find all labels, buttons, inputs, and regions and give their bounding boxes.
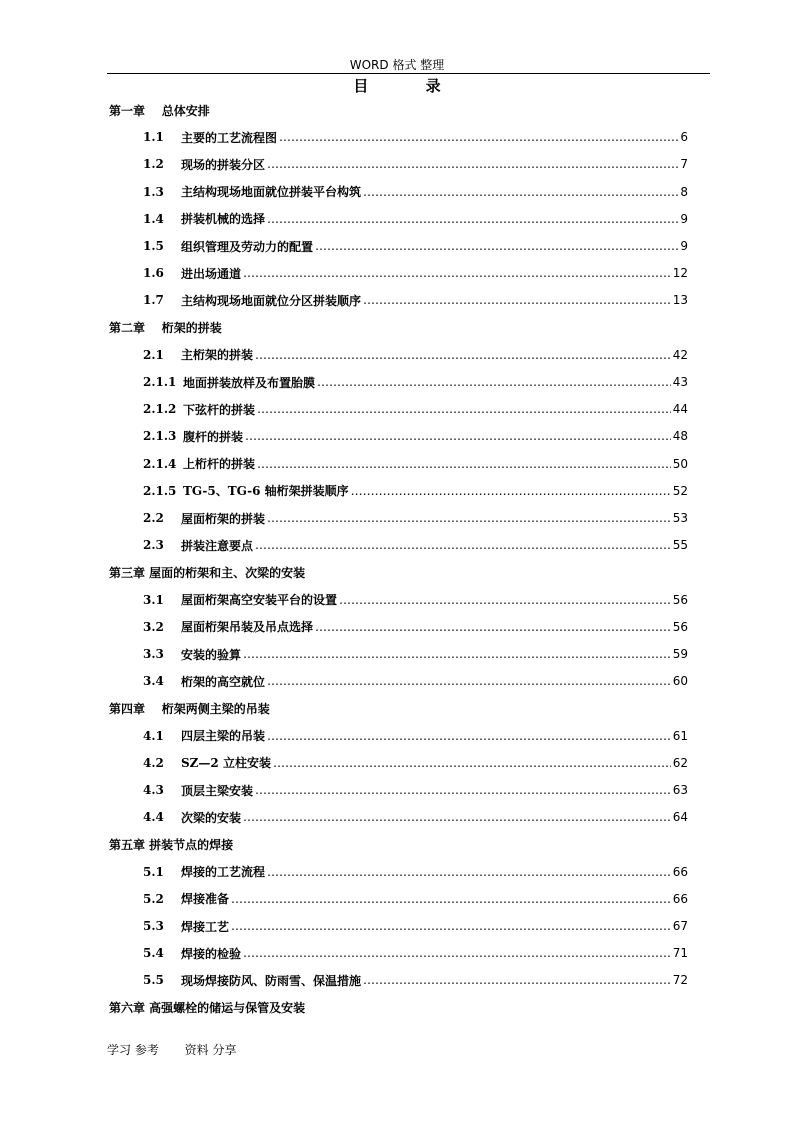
toc-leader-dots xyxy=(243,810,671,824)
toc-entry-page: 60 xyxy=(672,674,688,689)
toc-entry[interactable] xyxy=(143,780,688,800)
toc-entry-label: 主结构现场地面就位拼装平台构筑 xyxy=(181,185,362,200)
toc-entry-page: 56 xyxy=(672,592,688,607)
toc-entry-page: 52 xyxy=(672,483,688,498)
toc-leader-dots xyxy=(267,674,671,688)
toc-chapter[interactable] xyxy=(109,100,210,120)
toc-entry-page: 59 xyxy=(672,647,688,661)
toc-entry-number: 1.5 xyxy=(143,239,164,253)
toc-entry-label: 上桁杆的拼装 xyxy=(183,457,256,472)
toc-chapter-label: 第六章 高强螺栓的储运与保管及安装 xyxy=(109,1001,306,1016)
toc-leader-dots xyxy=(267,511,671,525)
toc-entry[interactable] xyxy=(143,263,688,283)
toc-leader-dots xyxy=(245,429,671,443)
toc-entry-number: 5.5 xyxy=(143,973,164,988)
toc-entry-page: 62 xyxy=(672,755,688,770)
toc-entry-page: 72 xyxy=(672,973,688,988)
toc-chapter-label: 第二章 桁架的拼装 xyxy=(109,321,222,336)
toc-leader-dots xyxy=(267,865,671,879)
toc-entry[interactable] xyxy=(143,726,688,746)
toc-entry[interactable] xyxy=(143,916,688,936)
toc-entry[interactable] xyxy=(143,644,688,664)
toc-entry-number: 1.7 xyxy=(143,293,164,308)
toc-entry-label: 焊接的工艺流程 xyxy=(181,865,266,880)
toc-leader-dots xyxy=(255,348,671,362)
toc-leader-dots xyxy=(363,973,671,987)
toc-entry-page: 63 xyxy=(672,783,688,797)
toc-entry[interactable] xyxy=(143,182,688,202)
toc-entry-page: 8 xyxy=(680,184,688,199)
toc-entry[interactable] xyxy=(143,209,688,229)
toc-leader-dots xyxy=(317,375,671,389)
toc-entry-page: 53 xyxy=(672,511,688,525)
toc-entry[interactable] xyxy=(143,372,688,392)
toc-entry-page: 9 xyxy=(680,211,688,226)
toc-entry[interactable] xyxy=(143,236,688,256)
toc-entry[interactable] xyxy=(143,807,688,827)
toc-entry-label: 组织管理及劳动力的配置 xyxy=(181,239,314,254)
toc-leader-dots xyxy=(255,538,671,552)
toc-entry-number: 2.3 xyxy=(143,538,164,553)
toc-entry-page: 13 xyxy=(672,293,688,308)
toc-entry-label: 焊接的检验 xyxy=(181,946,242,961)
toc-entry-label: 拼装注意要点 xyxy=(181,538,254,553)
toc-entry-number: 1.2 xyxy=(143,157,164,172)
toc-entry-label: 主结构现场地面就位分区拼装顺序 xyxy=(181,293,362,308)
toc-entry-label: 屋面桁架的拼装 xyxy=(181,511,266,526)
toc-leader-dots xyxy=(279,130,678,144)
toc-title: 目 录 xyxy=(353,77,467,95)
toc-entry[interactable] xyxy=(143,127,688,147)
toc-entry-label: 桁架的高空就位 xyxy=(181,674,266,689)
toc-leader-dots xyxy=(315,239,678,253)
toc-entry[interactable] xyxy=(143,970,688,990)
toc-entry-label: 主要的工艺流程图 xyxy=(181,130,278,145)
toc-entry-number: 1.1 xyxy=(143,130,164,145)
toc-leader-dots xyxy=(267,729,671,743)
toc-entry-page: 50 xyxy=(672,456,688,471)
toc-entry[interactable] xyxy=(143,943,688,963)
toc-entry-number: 5.3 xyxy=(143,919,164,933)
toc-leader-dots xyxy=(363,185,678,199)
toc-entry-page: 7 xyxy=(680,157,688,172)
toc-entry-number: 2.2 xyxy=(143,511,164,525)
toc-entry-page: 67 xyxy=(672,919,688,933)
toc-entry-number: 4.2 xyxy=(143,755,164,770)
toc-entry-number: 2.1 xyxy=(143,347,164,362)
toc-entry-number: 3.3 xyxy=(143,647,164,661)
toc-entry-page: 56 xyxy=(672,619,688,634)
toc-entry-page: 9 xyxy=(680,239,688,253)
toc-entry-number: 2.1.3 xyxy=(143,429,177,444)
toc-leader-dots xyxy=(231,892,671,906)
toc-entry[interactable] xyxy=(143,508,688,528)
page-footer xyxy=(107,1041,236,1058)
toc-leader-dots xyxy=(363,293,671,307)
toc-entry-number: 4.1 xyxy=(143,728,164,743)
toc-entry-label: TG-5、TG-6 轴桁架拼装顺序 xyxy=(183,484,349,499)
footer-left: 学习 参考 xyxy=(107,1043,159,1057)
toc-entry-number: 4.3 xyxy=(143,783,164,797)
toc-entry-label: 焊接工艺 xyxy=(181,919,230,934)
toc-chapter[interactable] xyxy=(109,318,222,338)
toc-chapter[interactable] xyxy=(109,834,233,854)
toc-entry-label: 四层主梁的吊装 xyxy=(181,729,266,744)
toc-leader-dots xyxy=(257,457,671,471)
toc-chapter[interactable] xyxy=(109,562,305,582)
toc-entry[interactable] xyxy=(143,345,688,365)
toc-entry[interactable] xyxy=(143,753,688,773)
toc-entry-page: 66 xyxy=(672,864,688,879)
toc-leader-dots xyxy=(257,402,671,416)
header-rule xyxy=(107,73,710,74)
toc-chapter[interactable] xyxy=(109,998,305,1018)
toc-entry-number: 2.1.5 xyxy=(143,483,177,498)
toc-entry-label: 安装的验算 xyxy=(181,647,242,662)
toc-entry-page: 61 xyxy=(672,728,688,743)
toc-entry[interactable] xyxy=(143,862,688,882)
toc-entry[interactable] xyxy=(143,426,688,446)
toc-entry-page: 66 xyxy=(672,891,688,906)
toc-entry[interactable] xyxy=(143,671,688,691)
toc-chapter-label: 第五章 拼装节点的焊接 xyxy=(109,837,234,852)
toc-entry-page: 55 xyxy=(672,538,688,553)
toc-leader-dots xyxy=(267,212,678,226)
toc-entry-number: 1.6 xyxy=(143,266,164,281)
toc-entry-number: 3.1 xyxy=(143,592,164,607)
toc-entry-page: 64 xyxy=(672,810,688,825)
toc-entry-page: 44 xyxy=(672,402,688,417)
toc-entry[interactable] xyxy=(143,454,688,474)
toc-leader-dots xyxy=(267,157,678,171)
toc-entry-label: 次梁的安装 xyxy=(181,810,242,825)
toc-entry-page: 6 xyxy=(680,130,688,145)
toc-entry-label: 拼装机械的选择 xyxy=(181,212,266,227)
toc-entry[interactable] xyxy=(143,590,688,610)
toc-entry-label: SZ—2 立柱安装 xyxy=(181,756,271,771)
toc-entry-page: 71 xyxy=(672,946,688,961)
toc-chapter-label: 第三章 屋面的桁架和主、次梁的安装 xyxy=(109,565,306,580)
toc-entry-label: 进出场通道 xyxy=(181,266,242,281)
toc-leader-dots xyxy=(231,919,671,933)
toc-entry[interactable] xyxy=(143,535,688,555)
toc-entry[interactable] xyxy=(143,290,688,310)
toc-entry-label: 现场的拼装分区 xyxy=(181,157,266,172)
toc-entry-number: 4.4 xyxy=(143,810,164,825)
toc-entry-number: 5.4 xyxy=(143,946,164,961)
toc-entry-number: 2.1.2 xyxy=(143,402,177,417)
toc-chapter-label: 第一章 总体安排 xyxy=(109,103,210,118)
toc-entry[interactable] xyxy=(143,617,688,637)
toc-chapter-label: 第四章 桁架两侧主梁的吊装 xyxy=(109,701,270,716)
toc-entry-number: 3.4 xyxy=(143,674,164,689)
toc-leader-dots xyxy=(339,593,671,607)
toc-entry[interactable] xyxy=(143,399,688,419)
toc-entry-number: 1.4 xyxy=(143,211,164,226)
toc-entry-label: 腹杆的拼装 xyxy=(183,429,244,444)
footer-right: 资料 分享 xyxy=(184,1043,237,1057)
toc-entry[interactable] xyxy=(143,481,688,501)
toc-entry-number: 5.1 xyxy=(143,864,164,879)
toc-entry-label: 屋面桁架高空安装平台的设置 xyxy=(181,593,338,608)
toc-entry-page: 48 xyxy=(672,429,688,444)
toc-leader-dots xyxy=(273,756,671,770)
toc-entry-number: 5.2 xyxy=(143,891,164,906)
toc-entry-number: 2.1.1 xyxy=(143,375,177,389)
toc-leader-dots xyxy=(243,946,671,960)
toc-leader-dots xyxy=(255,783,671,797)
toc-entry[interactable] xyxy=(143,154,688,174)
toc-entry-label: 顶层主梁安装 xyxy=(181,783,254,798)
toc-entry[interactable] xyxy=(143,889,688,909)
toc-entry-number: 2.1.4 xyxy=(143,456,177,471)
page-header: WORD 格式 整理 xyxy=(349,58,445,72)
toc-entry-label: 地面拼装放样及布置胎膜 xyxy=(183,375,316,390)
toc-entry-label: 焊接准备 xyxy=(181,892,230,907)
toc-leader-dots xyxy=(243,266,671,280)
toc-leader-dots xyxy=(243,647,671,661)
toc-entry-page: 12 xyxy=(672,266,688,281)
toc-chapter[interactable] xyxy=(109,698,270,718)
toc-leader-dots xyxy=(315,620,671,634)
toc-entry-number: 1.3 xyxy=(143,184,164,199)
toc-entry-label: 下弦杆的拼装 xyxy=(183,402,256,417)
toc-leader-dots xyxy=(351,484,671,498)
toc-entry-label: 现场焊接防风、防雨雪、保温措施 xyxy=(181,973,362,988)
toc-entry-number: 3.2 xyxy=(143,619,164,634)
toc-entry-label: 屋面桁架吊装及吊点选择 xyxy=(181,620,314,635)
toc-entry-label: 主桁架的拼装 xyxy=(181,348,254,363)
toc-entry-page: 43 xyxy=(672,375,688,389)
toc-entry-page: 42 xyxy=(672,347,688,362)
